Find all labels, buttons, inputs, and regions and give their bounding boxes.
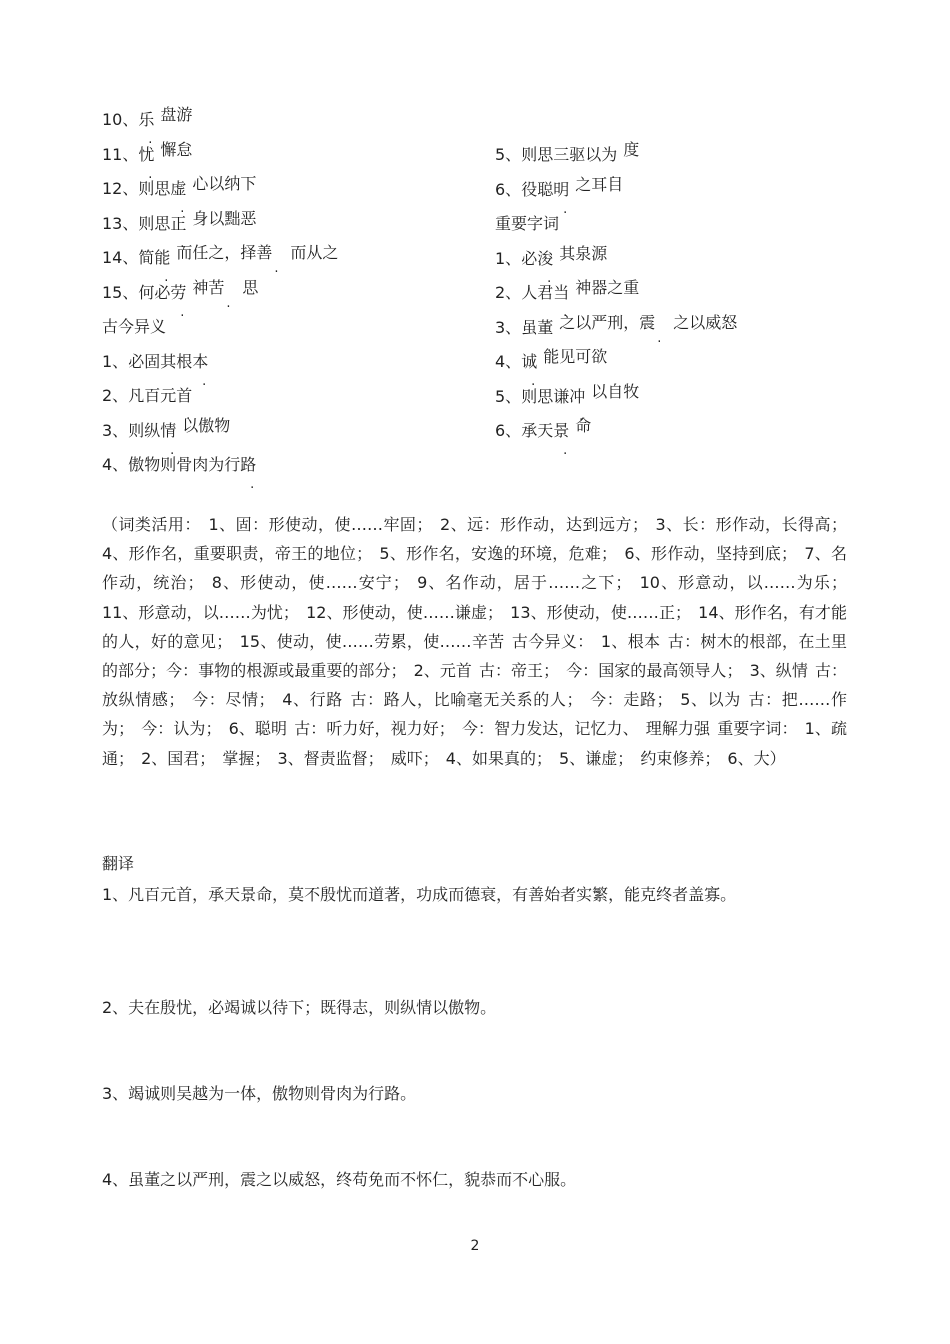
key-term: 简能: [138, 248, 171, 267]
key-term: 傲物则骨肉为行路 .: [128, 451, 256, 479]
key-term: 则思谦冲: [521, 386, 586, 406]
section-heading: 重要字词: [495, 214, 560, 233]
term-context: 神器之重: [575, 278, 640, 297]
key-term: 则思虚: [138, 179, 187, 198]
key-term: 何必劳: [138, 282, 187, 302]
list-item: 5、则思三驱以为 . 度: [495, 141, 875, 176]
translation-item: 2、夫在殷忧，必竭诚以待下；既得志，则纵情以傲物。: [102, 998, 497, 1017]
term-context: 之以严刑，震: [559, 312, 656, 332]
list-item: 1、必固其根本 .: [102, 348, 482, 383]
list-item: 4、诚 能见可欲: [495, 348, 875, 383]
term-context: 思: [242, 277, 259, 297]
key-term: 必固其根本 .: [128, 348, 208, 376]
key-term: 虽董: [521, 317, 554, 337]
list-item: 3、虽董 之以严刑，震 之以威怒: [495, 314, 875, 349]
term-context: 以自牧: [591, 381, 640, 401]
term-context: 之以威怒: [673, 312, 738, 332]
list-item: 13、则思正 身以黜恶: [102, 210, 482, 245]
answer-notes: （词类活用： 1、固：形使动，使……牢固； 2、远：形作动，达到远方； 3、长：形作动，长得高； 4、形作名，重要职责，帝王的地位； 5、形作名，安逸的环境，危难； 6、形作动，坚持到底； 7、名作动，统治； 8、形使动，使……安宁； 9、名作动，居于……之下； 10、形意动，以……为乐； 11、形意动，以……为忧； 12、形使动，使……谦虚； 13、形使动，使……正； 14、形作名，有才能的人，好的意见； 15、使动，使……劳累，使……辛苦 古今异义： 1、根本 古：树木的根部，在土里的部分；今：事物的根源或最重要的部分； 2、元首 古：帝王； 今：国家的最高领导人； 3、纵情 古：放纵情感； 今：尽情； 4、行路 古：路人，比喻毫无关系的人； 今：走路； 5、以为 古：把……作为； 今：认为； 6、聪明 古：听力好，视力好； 今：智力发达，记忆力、 理解力强 重要字词： 1、疏通； 2、国君； 掌握； 3、督责监督； 威吓； 4、如果真的； 5、谦虚； 约束修养； 6、大）: [102, 515, 847, 768]
term-context: 之耳目: [575, 174, 624, 194]
term-context: 度: [623, 140, 640, 159]
right-column: [495, 141, 875, 452]
list-item: 3、则纵情 以傲物: [102, 417, 482, 452]
term-context: 心以纳下: [192, 174, 257, 193]
key-term: 役聪明: [521, 179, 570, 199]
list-item: 11、忧 懈怠: [102, 141, 482, 176]
list-item: 2、人君当 神器之重: [495, 279, 875, 314]
term-context: 懈怠: [160, 139, 193, 159]
term-context: 能见可欲: [543, 347, 608, 366]
key-term: 则思正: [138, 213, 187, 233]
list-item: 5、则思谦冲 以自牧: [495, 383, 875, 418]
list-item: 6、役聪明 之耳目: [495, 176, 875, 211]
list-item: 12、则思虚 心以纳下: [102, 175, 482, 210]
key-term: 则思三驱以为 .: [521, 141, 617, 169]
translation-item: 4、虽董之以严刑，震之以威怒，终苟免而不怀仁，貌恭而不心服。: [102, 1170, 577, 1189]
section-heading: 古今异义: [102, 317, 167, 336]
key-term: 乐: [138, 110, 155, 129]
left-column: [102, 106, 482, 486]
term-context: 而任之，择善: [176, 243, 273, 262]
list-item: 1、必浚 其泉源: [495, 245, 875, 280]
term-context: 盘游: [160, 105, 193, 124]
list-item: 10、乐 盘游: [102, 106, 482, 141]
term-context: 其泉源: [559, 243, 608, 263]
term-context: 而从之: [290, 243, 339, 262]
key-term: 凡百元首: [128, 386, 193, 405]
term-context: 命: [575, 416, 592, 435]
list-item: 4、傲物则骨肉为行路 .: [102, 451, 482, 486]
key-term: 人君当: [521, 283, 570, 302]
term-context: 神苦: [192, 277, 225, 297]
translation-item: 3、竭诚则吴越为一体，傲物则骨肉为行路。: [102, 1084, 417, 1103]
translation-item: 1、凡百元首，承天景命，莫不殷忧而道著，功成而德衰，有善始者实繁，能克终者盖寡。: [102, 885, 737, 904]
list-item: 6、承天景 命: [495, 417, 875, 452]
key-term: 则纵情: [128, 420, 177, 440]
term-context: 以傲物: [182, 415, 231, 435]
term-context: 身以黜恶: [192, 208, 257, 228]
key-term: 忧: [138, 144, 155, 164]
key-term: 承天景: [521, 421, 570, 440]
key-term: 必浚: [521, 248, 554, 268]
translation-heading: 翻译: [102, 854, 135, 873]
list-item: 15、何必劳 神苦 思: [102, 279, 482, 314]
list-item: 14、简能 而任之，择善 而从之: [102, 244, 482, 279]
key-term: 诚: [521, 352, 538, 371]
list-item: 2、凡百元首: [102, 382, 482, 417]
page-number: 2: [470, 1238, 480, 1254]
